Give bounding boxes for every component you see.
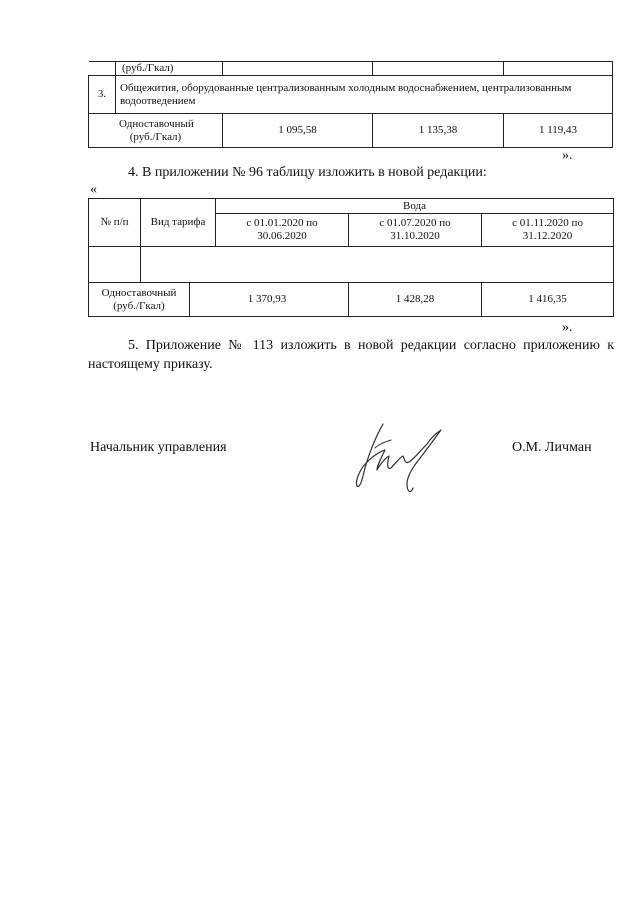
opening-quote: « — [90, 182, 97, 197]
tariff-table-continued — [88, 61, 613, 148]
closing-quote: ». — [562, 320, 573, 335]
paragraph-5: 5. Приложение № 113 изложить в новой редакции согласно приложению к настоящему приказу. — [88, 338, 614, 372]
table1-empty-cell — [504, 62, 613, 76]
table1-row-description: Общежития, оборудованные централизованным холодным водоснабжением, централизованным водоотведением — [116, 76, 613, 114]
table1-unit-cell — [89, 62, 116, 76]
table1-rate-label: Одноставочный (руб./Гкал) — [89, 114, 223, 148]
header-tariff-type: Вид тарифа — [141, 199, 216, 247]
paragraph-4: 4. В приложении № 96 таблицу изложить в новой редакции: — [128, 165, 487, 180]
table1-unit-label: (руб./Гкал) — [116, 62, 223, 76]
header-period: с 01.01.2020 по 30.06.2020 — [216, 214, 349, 247]
empty-category-cell — [141, 247, 614, 283]
empty-number-cell — [89, 247, 141, 283]
closing-quote: ». — [562, 148, 573, 163]
header-period: с 01.07.2020 по 31.10.2020 — [349, 214, 482, 247]
table1-row-number: 3. — [89, 76, 116, 114]
table2-value-cell: 1 428,28 — [349, 283, 482, 317]
table1-empty-cell — [223, 62, 373, 76]
table1-value-cell: 1 095,58 — [223, 114, 373, 148]
header-number: № п/п — [89, 199, 141, 247]
handwritten-signature — [345, 418, 455, 498]
signatory-name: О.М. Личман — [512, 440, 592, 455]
header-water: Вода — [216, 199, 614, 214]
header-period: с 01.11.2020 по 31.12.2020 — [482, 214, 614, 247]
table1-value-cell: 1 135,38 — [373, 114, 504, 148]
table2-value-cell: 1 416,35 — [482, 283, 614, 317]
table2-value-cell: 1 370,93 — [190, 283, 349, 317]
water-tariff-table — [88, 198, 614, 317]
table1-value-cell: 1 119,43 — [504, 114, 613, 148]
signatory-position: Начальник управления — [90, 440, 227, 455]
table1-empty-cell — [373, 62, 504, 76]
table2-rate-label: Одноставочный (руб./Гкал) — [89, 283, 190, 317]
